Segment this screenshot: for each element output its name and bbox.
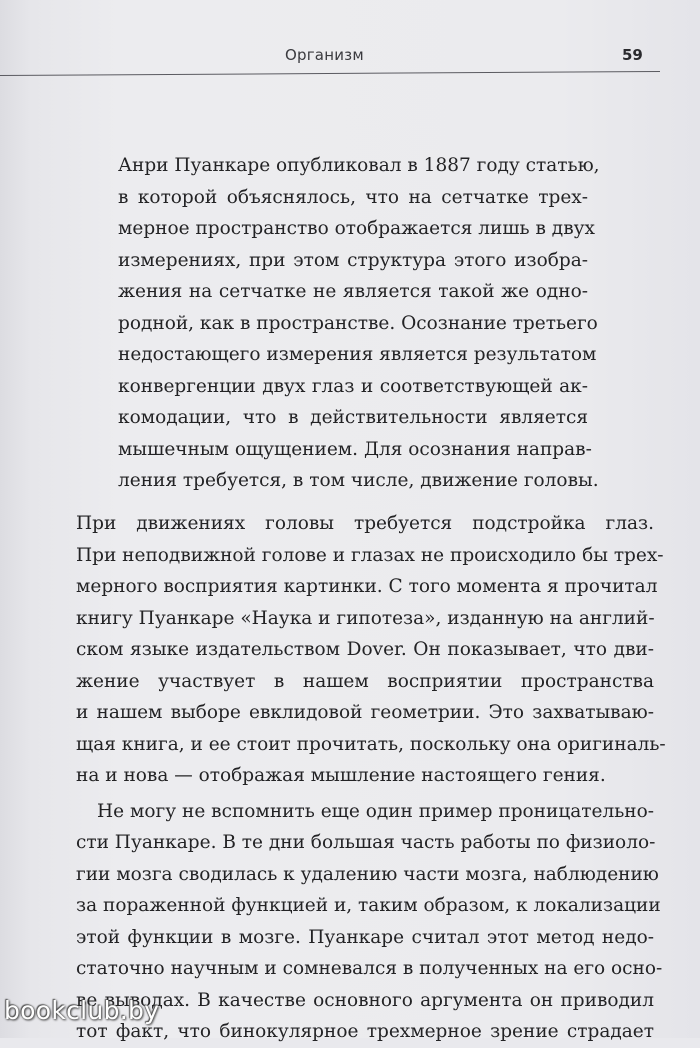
- indented-quote-block: [118, 150, 600, 497]
- body-line: за пораженной функцией и, таким образом, к локализации: [76, 895, 661, 916]
- paragraph-2: [76, 792, 663, 1048]
- quote-line: комодации, что в действительности является: [118, 407, 588, 428]
- page-header: [0, 40, 700, 80]
- quote-line: родной, как в пространстве. Осознание третьего: [118, 312, 598, 334]
- quote-line: жения на сетчатке не является такой же одно-: [118, 281, 588, 302]
- body-line: статочно научным и сомневался в полученных на его осно-: [76, 958, 663, 979]
- quote-line: в которой объяснялось, что на сетчатке трех-: [118, 186, 588, 208]
- body-line: на и нова — отображая мышление настоящего гения.: [76, 765, 606, 786]
- body-line: жение участвует в нашем восприятии пространства: [76, 670, 654, 692]
- quote-line: конвергенции двух глаз и соответствующей ак-: [118, 375, 588, 397]
- body-line: При неподвижной голове и глазах не происходило бы трех-: [76, 544, 664, 566]
- body-line: мерного восприятия картинки. С того момента я прочитал: [76, 576, 658, 597]
- quote-line: Анри Пуанкаре опубликовал в 1887 году статью,: [118, 155, 600, 176]
- body-line: этой функции в мозге. Пуанкаре считал этот метод недо-: [76, 926, 654, 948]
- quote-line: мышечным ощущением. Для осознания направ-: [118, 438, 592, 460]
- body-line: тот факт, что бинокулярное трехмерное зрение страдает: [76, 1021, 654, 1042]
- body-line: сти Пуанкаре. В те дни большая часть работы по физиоло-: [76, 832, 656, 853]
- body-line: При движениях головы требуется подстройка глаз.: [76, 513, 654, 534]
- body-line: щая книга, и ее стоит прочитать, поскольку она оригиналь-: [76, 733, 666, 755]
- page-number: 59: [622, 46, 643, 64]
- body-line: гии мозга сводилась к удалению части мозга, наблюдению: [76, 863, 659, 885]
- body-line: ве выводах. В качестве основного аргумента он приводил: [76, 989, 654, 1011]
- paragraph-1: [76, 508, 666, 792]
- body-line: Не могу не вспомнить еще один пример проницательно-: [97, 800, 654, 822]
- watermark-logo: bookclub.by: [4, 996, 160, 1025]
- body-line: ском языке издательством Dover. Он показывает, что дви-: [76, 639, 654, 660]
- quote-line: измерениях, при этом структура этого изобра-: [118, 249, 588, 271]
- quote-line: недостающего измерения является результатом: [118, 344, 597, 365]
- running-title: Организм: [285, 46, 364, 64]
- quote-line: мерное пространство отображается лишь в двух: [118, 218, 595, 239]
- body-text: [76, 508, 666, 1048]
- body-line: книгу Пуанкаре «Наука и гипотеза», изданную на англий-: [76, 607, 655, 629]
- header-rule: [0, 71, 660, 76]
- quote-line: ления требуется, в том числе, движение головы.: [118, 470, 599, 491]
- body-line: и нашем выборе евклидовой геометрии. Это захватываю-: [76, 702, 654, 723]
